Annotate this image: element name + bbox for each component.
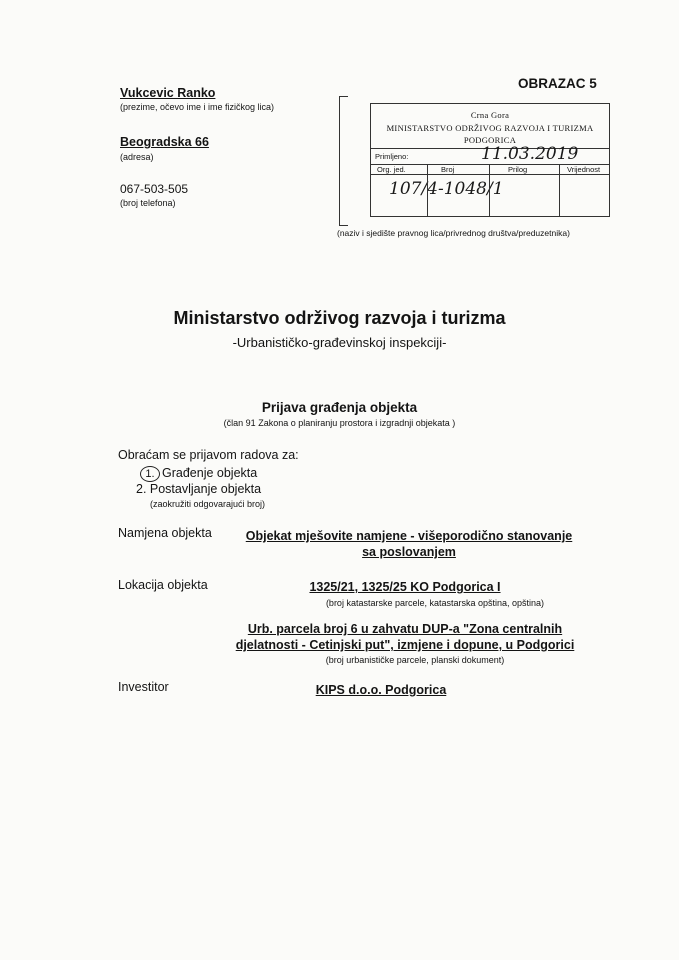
sender-address-caption: (adresa) xyxy=(120,152,154,162)
report-legal-basis: (član 91 Zakona o planiranju prostora i izgradnji objekata ) xyxy=(223,418,456,428)
option-construction-label: Građenje objekta xyxy=(162,466,258,480)
stamp-col-vrijednost: Vrijednost xyxy=(567,165,601,174)
stamp-col-prilog: Prilog xyxy=(508,165,528,174)
urban-value-line2: djelatnosti - Cetinjski put", izmjene i dopune, u Podgorici xyxy=(235,638,575,652)
option-construction-number: 1. xyxy=(140,466,160,482)
location-value: 1325/21, 1325/25 KO Podgorica I xyxy=(309,580,501,594)
form-number: OBRAZAC 5 xyxy=(518,76,597,91)
options-intro: Obraćam se prijavom radova za: xyxy=(118,448,299,462)
urban-caption: (broj urbanističke parcele, planski dokument) xyxy=(325,655,505,665)
stamp-received-date: 11.03.2019 xyxy=(481,144,579,164)
sender-name-caption: (prezime, očevo ime i ime fizičkog lica) xyxy=(120,102,275,112)
sender-phone: 067-503-505 xyxy=(120,182,189,196)
option-construction xyxy=(140,466,257,482)
stamp-country: Crna Gora xyxy=(470,110,510,120)
option-installation: 2. Postavljanje objekta xyxy=(136,482,262,496)
stamp-ministry: MINISTARSTVO ODRŽIVOG RAZVOJA I TURIZMA xyxy=(386,123,594,133)
urban-value-line1: Urb. parcela broj 6 u zahvatu DUP-a "Zona centralnih xyxy=(247,622,563,636)
stamp-caption: (naziv i sjedište pravnog lica/privrednog društva/preduzetnika) xyxy=(337,228,570,238)
receipt-stamp xyxy=(370,103,610,217)
ministry-name: Ministarstvo održivog razvoja i turizma xyxy=(173,308,506,328)
sender-address: Beogradska 66 xyxy=(120,135,209,149)
purpose-label: Namjena objekta xyxy=(118,526,212,540)
location-caption: (broj katastarske parcele, katastarska opština, opština) xyxy=(325,598,545,608)
location-label: Lokacija objekta xyxy=(118,578,208,592)
purpose-value-line1: Objekat mješovite namjene - višeporodično stanovanje xyxy=(245,529,573,543)
options-note: (zaokružiti odgovarajući broj) xyxy=(150,499,266,509)
stamp-bracket xyxy=(339,96,348,226)
investor-value: KIPS d.o.o. Podgorica xyxy=(315,683,447,697)
stamp-file-number: 107/4-1048/1 xyxy=(389,179,504,199)
purpose-value-line2: sa poslovanjem xyxy=(362,545,456,559)
ministry-department: -Urbanističko-građevinskoj inspekciji- xyxy=(232,335,447,350)
investor-label: Investitor xyxy=(118,680,169,694)
stamp-received-label: Primljeno: xyxy=(375,152,409,161)
sender-name: Vukcevic Ranko xyxy=(120,86,216,100)
stamp-col-broj: Broj xyxy=(441,165,455,174)
stamp-city: PODGORICA xyxy=(463,135,517,145)
report-title: Prijava građenja objekta xyxy=(261,400,418,415)
sender-phone-caption: (broj telefona) xyxy=(120,198,176,208)
stamp-col-org: Org. jed. xyxy=(377,165,406,174)
